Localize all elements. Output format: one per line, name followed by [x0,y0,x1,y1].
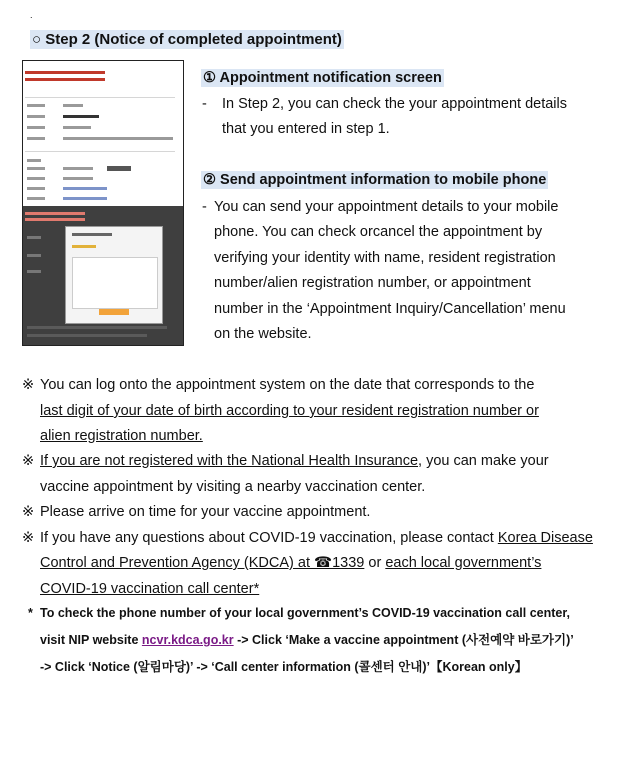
screen-heading-graphic [25,71,105,85]
top-mark: . [30,10,33,20]
note1-line-1: You can log onto the appointment system on the date that corresponds to the [40,377,535,393]
section1-dash: - [202,96,207,112]
note2-line-1: If you are not registered with the National Health Insurance, you can make your [40,453,549,469]
local-gov-text: each local government’s [385,555,542,571]
note2-mark: ※ [22,453,35,469]
section1-line-2: that you entered in step 1. [222,121,390,137]
nip-website-link[interactable]: ncvr.kdca.go.kr [141,633,234,647]
footnote-line-1: To check the phone number of your local government’s COVID-19 vaccination call center, [40,606,570,620]
nhi-text: If you are not registered with the National Health Insurance [40,453,419,469]
section1-line-1: In Step 2, you can check the your appointment details [222,96,567,112]
section2-line-4: number/alien registration number, or appointment [214,275,531,291]
section2-line-3: verifying your identity with name, resident registration [214,250,556,266]
note4-line-2: Control and Prevention Agency (KDCA) at ☎1339 or each local government’s [40,555,542,571]
footnote-star: * [28,606,33,620]
sms-popup-graphic [65,226,163,324]
kdca-text: Korea Disease [497,530,593,546]
appointment-screenshot [22,60,184,346]
section2-line-1: You can send your appointment details to your mobile [214,199,559,215]
footnote-line-2: visit NIP website ncvr.kdca.go.kr -> Click ‘Make a vaccine appointment (사전예약 바로가기)’ [40,633,574,647]
notification-screen-image [23,61,183,206]
note1-line-3: alien registration number. [40,428,203,444]
note4-line-1: If you have any questions about COVID-19 vaccination, please contact Korea Disease [40,530,593,546]
note1-line-2: last digit of your date of birth according to your resident registration number or [40,403,539,419]
section2-line-5: number in the ‘Appointment Inquiry/Cancellation’ menu [214,301,566,317]
footnote-line-3: -> Click ‘Notice (알림마당)’ -> ‘Call center information (콜센터 안내)’【Korean only】 [40,660,528,674]
section2-line-6: on the website. [214,326,312,342]
kdca-phone-text: Control and Prevention Agency (KDCA) at ☎1339 [40,555,365,571]
section1-heading: ① Appointment notification screen [203,70,442,86]
section2-heading: ② Send appointment information to mobile phone [203,172,547,188]
note3-mark: ※ [22,504,35,520]
note4-mark: ※ [22,530,35,546]
note4-line-3: COVID-19 vaccination call center* [40,581,260,597]
page-title: ○ Step 2 (Notice of completed appointment) [32,31,342,48]
section2-line-2: phone. You can check orcancel the appointment by [214,224,543,240]
note3-line-1: Please arrive on time for your vaccine appointment. [40,504,371,520]
send-button-graphic [99,309,129,315]
note2-line-2: vaccine appointment by visiting a nearby vaccination center. [40,479,426,495]
note1-mark: ※ [22,377,35,393]
section2-dash: - [202,199,207,215]
